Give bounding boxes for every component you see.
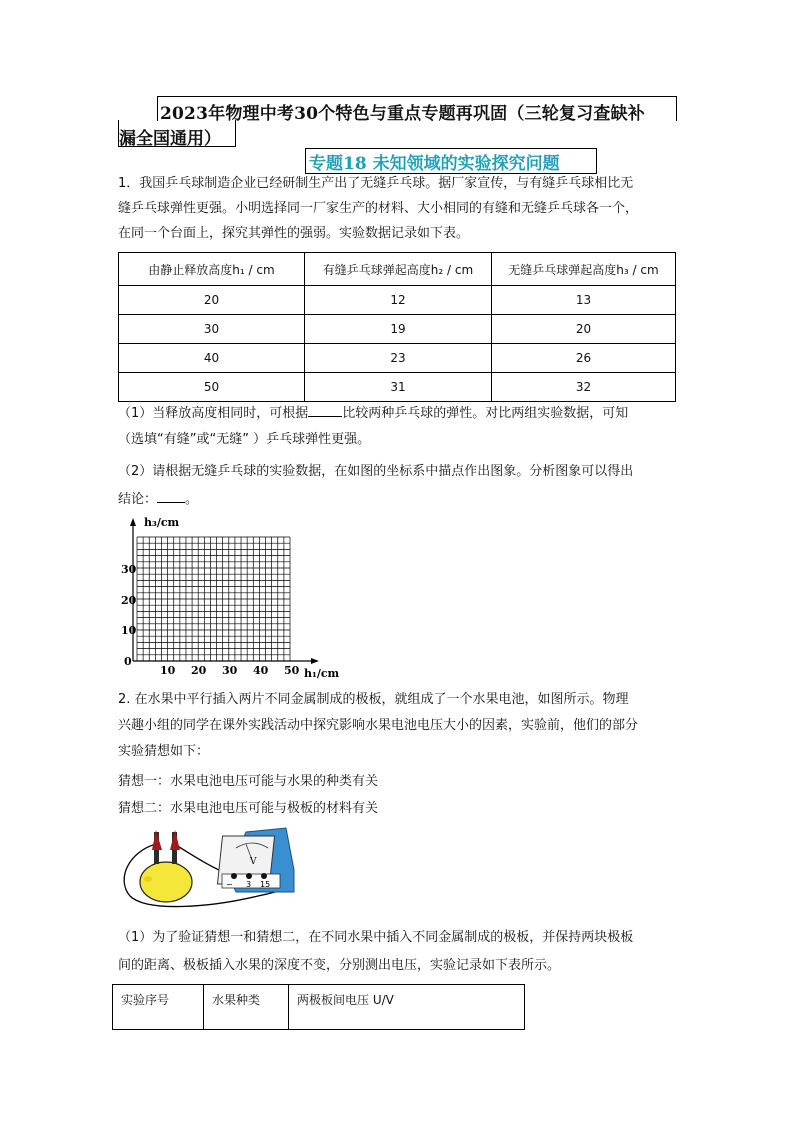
q2-data-table xyxy=(112,984,525,1030)
x-tick-label: 10 xyxy=(160,664,176,677)
lemon-tip xyxy=(144,876,152,882)
table-header-cell: 由静止释放高度h₁ / cm xyxy=(119,253,305,286)
doc-title-line2: 漏全国通用） xyxy=(119,129,221,149)
topic-title: 专题18 未知领域的实验探究问题 xyxy=(309,154,560,174)
x-axis-arrow xyxy=(311,658,319,664)
q1-stem-line3: 在同一个台面上，探究其弹性的强弱。实验数据记录如下表。 xyxy=(118,226,470,241)
answer-blank[interactable] xyxy=(157,488,185,503)
terminal-label: − xyxy=(226,880,233,889)
q1-sub1-text-b: 比较两种乒乓球的弹性。对比两组实验数据，可知 xyxy=(342,406,629,421)
table-row xyxy=(119,286,676,315)
q1-sub1-text-a: （1）当释放高度相同时，可根据 xyxy=(118,406,309,421)
y-tick-label: 10 xyxy=(121,624,137,637)
terminal-knob xyxy=(231,873,237,879)
table-cell: 40 xyxy=(119,344,305,373)
table-row xyxy=(119,373,676,402)
table-cell: 30 xyxy=(119,315,305,344)
origin-label: 0 xyxy=(124,655,132,668)
terminal-knob xyxy=(246,873,252,879)
x-tick-label: 30 xyxy=(222,664,238,677)
y-tick-label: 30 xyxy=(121,563,137,576)
voltmeter-symbol: V xyxy=(250,857,257,867)
table-cell: 26 xyxy=(492,344,676,373)
table-header-cell: 两极板间电压 U/V xyxy=(289,985,525,1030)
table-cell: 13 xyxy=(492,286,676,315)
q2-stem-line2: 兴趣小组的同学在课外实践活动中探究影响水果电池电压大小的因素，实验前，他们的部分 xyxy=(118,718,639,733)
table-cell: 50 xyxy=(119,373,305,402)
y-axis-label: h₃/cm xyxy=(144,516,180,529)
q1-data-table xyxy=(118,252,676,402)
clip-right xyxy=(170,830,180,850)
x-tick-label: 40 xyxy=(253,664,269,677)
q2-sub1-line1: （1）为了验证猜想一和猜想二，在不同水果中插入不同金属制成的极板，并保持两块极板 xyxy=(118,930,634,945)
q2-guess1: 猜想一：水果电池电压可能与水果的种类有关 xyxy=(118,774,379,789)
q1-sub1-line2: （选填“有缝”或“无缝” ）乒乓球弹性更强。 xyxy=(118,432,371,447)
grid-lines xyxy=(137,537,290,661)
table-header-row xyxy=(113,985,525,1030)
fruit-battery-illustration xyxy=(118,822,303,914)
table-header-cell: 水果种类 xyxy=(204,985,289,1030)
x-tick-label: 20 xyxy=(191,664,207,677)
q1-sub2-text-b: 结论： xyxy=(118,492,158,507)
q1-stem-line1: 1．我国乒乓球制造企业已经研制生产出了无缝乒乓球。据厂家宣传，与有缝乒乓球相比无 xyxy=(118,176,634,191)
table-header-row xyxy=(119,253,676,286)
x-tick-label: 50 xyxy=(284,664,300,677)
terminal-knob xyxy=(261,873,267,879)
y-tick-label: 20 xyxy=(121,594,137,607)
table-cell: 12 xyxy=(305,286,492,315)
x-axis-label: h₁/cm xyxy=(304,667,340,680)
lemon xyxy=(140,862,192,902)
coordinate-grid[interactable] xyxy=(118,515,348,680)
q2-stem-line3: 实验猜想如下： xyxy=(118,744,210,759)
table-cell: 31 xyxy=(305,373,492,402)
table-header-cell: 有缝乒乓球弹起高度h₂ / cm xyxy=(305,253,492,286)
table-row xyxy=(119,344,676,373)
table-header-cell: 无缝乒乓球弹起高度h₃ / cm xyxy=(492,253,676,286)
y-axis-arrow xyxy=(130,518,136,526)
q1-sub2-line1: （2）请根据无缝乒乓球的实验数据，在如图的坐标系中描点作出图象。分析图象可以得出 xyxy=(118,464,634,479)
doc-title-line1: 2023年物理中考30个特色与重点专题再巩固（三轮复习查缺补 xyxy=(160,104,645,124)
table-header-cell: 实验序号 xyxy=(113,985,204,1030)
terminal-label: 15 xyxy=(260,880,271,889)
table-cell: 19 xyxy=(305,315,492,344)
table-cell: 20 xyxy=(492,315,676,344)
table-cell: 23 xyxy=(305,344,492,373)
q2-stem-line1: 2. 在水果中平行插入两片不同金属制成的极板，就组成了一个水果电池，如图所示。物理 xyxy=(118,692,629,707)
answer-blank[interactable] xyxy=(308,402,342,417)
q1-sub2-line2 xyxy=(118,488,198,512)
q2-sub1-line2: 间的距离、极板插入水果的深度不变，分别测出电压，实验记录如下表所示。 xyxy=(118,958,561,973)
q1-sub2-end: 。 xyxy=(185,492,199,507)
q1-stem-line2: 缝乒乓球弹性更强。小明选择同一厂家生产的材料、大小相同的有缝和无缝乒乓球各一个， xyxy=(118,201,639,216)
table-cell: 32 xyxy=(492,373,676,402)
table-row xyxy=(119,315,676,344)
table-cell: 20 xyxy=(119,286,305,315)
q1-sub1-line1 xyxy=(118,402,628,426)
terminal-label: 3 xyxy=(246,880,252,889)
q2-guess2: 猜想二：水果电池电压可能与极板的材料有关 xyxy=(118,801,379,816)
